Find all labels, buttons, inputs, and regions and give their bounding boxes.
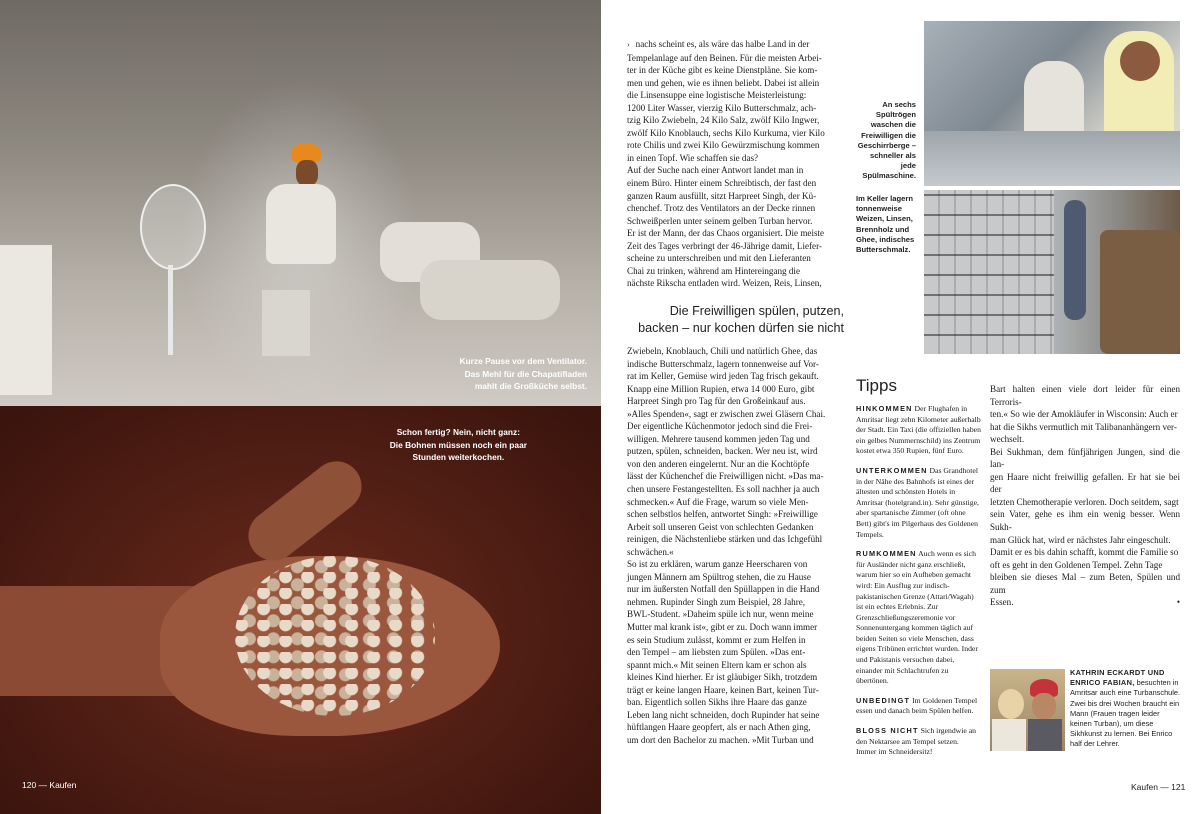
- text-line: trägt er keine langen Haare, keinen Bart, keinen Tur-: [627, 684, 819, 695]
- text-line: Zeit des Tages verbringt der 46-Jährige damit, Liefer-: [627, 240, 822, 251]
- caption-line: Spültrögen: [875, 110, 916, 120]
- tip-heading: UNBEDINGT: [856, 695, 911, 705]
- text-line: man Glück hat, wird er nächstes Jahr eingeschult.: [990, 534, 1171, 545]
- text-line: den Tempel – am liebsten zum Spülen. »Das ent-: [627, 647, 806, 658]
- text-line: tzig Kilo Zwiebeln, 24 Kilo Salz, zwölf Kilo Ingwer,: [627, 115, 820, 126]
- caption-line: An sechs: [882, 100, 916, 109]
- body-column-1-bottom: [627, 345, 844, 747]
- beans-in-hand-photo: [0, 406, 601, 814]
- text-line: scheine zu unterschreiben und mit den Lieferanten: [627, 253, 811, 264]
- caption-line: Im Keller lagern: [856, 194, 913, 203]
- caption-line: waschen die: [870, 120, 916, 130]
- tip-item: [856, 549, 981, 687]
- text-line: oft es geht in den Goldenen Tempel. Zehn Tage: [990, 559, 1163, 570]
- text-line: wechselt.: [990, 434, 1025, 445]
- tip-item: [856, 466, 981, 540]
- text-line: So ist zu erklären, warum ganze Heerscharen von: [627, 559, 808, 570]
- caption-line: Weizen, Linsen,: [856, 214, 913, 224]
- text-line: men und gehen, wie es ihnen beliebt. Dabei ist allein: [627, 77, 820, 88]
- text-line: Schweißperlen unter seinem gelben Turban hervor.: [627, 215, 813, 226]
- text-line: rat im Keller, Gemüse wird jeden Tag frisch gekauft.: [627, 371, 819, 382]
- text-line: ter in der Küche gibt es keine Dienstpläne. Sie kom-: [627, 65, 818, 76]
- text-line: nehmen. Rupinder Singh zum Beispiel, 28 Jahre,: [627, 596, 806, 607]
- tip-text: Das Grandhotel in der Nähe des Bahnhofs ist eines der ältesten und schönsten Hotels in Amritsar (hotelgrand.in). Sehr günstige, aber spartanische Zimmer (oft ohne Bett) gibt's im Pilgerhaus des Goldenen Tempels.: [856, 465, 979, 539]
- body-column-3: [990, 383, 1180, 609]
- body-column-1-top: [627, 38, 844, 290]
- authors-text: besuchten in Amritsar auch eine Turbanschule. Zwei bis drei Wochen braucht ein Mann (Frauen tragen leider keinen Turban), um diese Sikhkunst zu lernen. Bei Enrico half der Lehrer.: [1070, 678, 1181, 749]
- text-line: chen unsere Festangestellten. Es soll nachher ja auch: [627, 484, 820, 495]
- photo-bottom-caption: Schon fertig? Nein, nicht ganz: Die Bohnen müssen noch ein paar Stunden weiterkochen.: [389, 427, 527, 462]
- text-line: BWL-Student. »Daheim spüle ich nur, wenn meine: [627, 609, 814, 620]
- page-number-right: Kaufen — 121: [1131, 782, 1186, 792]
- text-line: gen Haare nicht freiwillig gefallen. Er hat sie bei der: [990, 471, 1180, 495]
- tip-text: Sich irgendwie an den Nektarsee am Tempel setzen. Immer im Schneidersitz!: [856, 726, 976, 757]
- text-line: ten.« So wie der Amokläufer in Wisconsin: Auch er: [990, 409, 1178, 420]
- text-line: Bart halten einen viele dort leider für einen Terroris-: [990, 384, 1180, 407]
- text-line: › nachs scheint es, als wäre das halbe Land in der: [627, 38, 844, 52]
- caption-line: tonnenweise: [856, 204, 902, 214]
- caption-line: Freiwilligen die: [861, 130, 916, 140]
- text-line: sein Vater, gehe es ihm ein wenig besser. Wenn Sukh-: [990, 509, 1180, 533]
- caption-line: Geschirrberge –: [857, 140, 916, 150]
- text-line: chenchef. Trotz des Ventilators an der Decke rinnen: [627, 203, 816, 214]
- caption-line: jede: [900, 161, 916, 171]
- text-line: ganzen Raum ausfüllt, sitzt Harpreet Singh, der Kü-: [627, 190, 817, 201]
- text-line: Tempelanlage auf den Beinen. Für die meisten Arbei-: [627, 52, 822, 63]
- text-line: die Linsensuppe eine logistische Meisterleistung:: [627, 90, 807, 101]
- text-line: Bei Sukhman, dem fünfjährigen Jungen, sind die lan-: [990, 446, 1180, 470]
- text-line: lässt der Küchenchef die Freiwilligen nicht. »Das ma-: [627, 471, 824, 482]
- text-line: ban. Eigentlich sollen Sikhs ihre Haare das ganze: [627, 697, 807, 708]
- text-line: Er ist der Mann, der das Chaos organisiert. Die meiste: [627, 228, 825, 239]
- tip-item: [856, 404, 981, 457]
- text-line: Arbeit soll unseren Geist von schlechten Gedanken: [627, 521, 814, 532]
- text-line: bleiben sie dieses Mal – zum Beten, Spülen und zum: [990, 572, 1180, 595]
- authors-photo: [990, 669, 1065, 751]
- text-line: spannt mich.« Mit seinen Eltern kam er schon als: [627, 659, 807, 670]
- text-line: letzten Chemotherapie verloren. Doch seitdem, sagt: [990, 496, 1179, 507]
- authors-caption: [1070, 668, 1182, 750]
- text-line: Knapp eine Million Rupien, etwa 14 000 Euro, gibt: [627, 383, 815, 394]
- text-line: nächste Rikscha entladen wird. Weizen, Reis, Linsen,: [627, 278, 822, 289]
- text-line: hüftlangen Haare geopfert, als er nach Athen ging,: [627, 722, 811, 733]
- caption-line: Brennholz und: [856, 224, 910, 234]
- text-line: 1200 Liter Wasser, vierzig Kilo Butterschmalz, ach-: [627, 102, 817, 113]
- tipps-heading: Tipps: [856, 376, 897, 395]
- tip-heading: HINKOMMEN: [856, 404, 913, 413]
- authors-names: KATHRIN ECKARDT UND ENRICO FABIAN,: [1070, 668, 1165, 688]
- tip-heading: BLOSS NICHT: [856, 726, 919, 736]
- text-line: von den anderen eingelernt. Nur an die Kochtöpfe: [627, 458, 810, 469]
- photo-top-caption: Kurze Pause vor dem Ventilator. Das Mehl für die Chapatifladen mahlt die Großküche selbst.: [459, 356, 587, 391]
- cellar-photo-caption: [856, 194, 920, 255]
- end-mark-icon: •: [1176, 597, 1180, 608]
- caption-line: schneller als: [869, 151, 916, 161]
- tip-item: [856, 696, 981, 717]
- page-number-left: 120 — Kaufen: [22, 780, 77, 790]
- text-line: »Alles Spenden«, sagt er zwischen zwei Gläsern Chai.: [627, 408, 826, 419]
- caption-line: Spülmaschine.: [862, 171, 916, 181]
- tip-text: Auch wenn es sich für Ausländer nicht ganz erschließt, warum hier so ein Aufheben gemacht wird: Ein Ausflug zur indisch-pakistanischen Grenze (Attari/Wagah) ist ein echtes Erlebnis. Zur Grenzschließungszeremonie vor Sonnenuntergang kommen täglich auf beiden Seiten so viele Menschen, dass eigens Tribünen errichtet wurden. Inder und Pakistanis versuchen dabei, einander mit Schlachtrufen zu übertönen.: [856, 549, 978, 686]
- dishwashing-volunteers-photo: [924, 21, 1180, 186]
- tip-text: Im Goldenen Tempel essen und danach beim Spülen helfen.: [856, 695, 978, 716]
- text-line: schen selbstlos helfen, antwortet Singh: »Freiwillige: [627, 509, 818, 520]
- tip-heading: UNTERKOMMEN: [856, 465, 928, 475]
- tip-item: [856, 726, 981, 758]
- text-line: nur im äußersten Notfall den Spüllappen in die Hand: [627, 584, 820, 595]
- pull-quote: Die Freiwilligen spülen, putzen, backen – nur kochen dürfen sie nicht: [638, 304, 844, 335]
- tips-box: [856, 404, 981, 767]
- text-line: indische Butterschmalz, lagern tonnenweise auf Vor-: [627, 358, 819, 369]
- text-line: putzen, spülen, schneiden, backen. Wer neu ist, wird: [627, 446, 818, 457]
- caption-line: Ghee, indisches: [856, 234, 915, 244]
- text-line: zwölf Kilo Knoblauch, sechs Kilo Kurkuma, vier Kilo: [627, 127, 825, 138]
- text-line: es sein Studium zulässt, kommt er zum Helfen in: [627, 634, 806, 645]
- text-line: um dort den Bachelor zu machen. »Mit Turban und: [627, 734, 814, 745]
- dishwashing-photo-caption: [852, 100, 916, 182]
- text-line: Essen. •: [990, 597, 1180, 608]
- text-line: schmecken.« Auf die Frage, warum so viele Men-: [627, 496, 809, 507]
- tip-text: Der Flughafen in Amritsar liegt zehn Kilometer außerhalb der Stadt. Ein Taxi (die offiziellen haben ein gelbes Nummernschild) ins Zentrum kostet etwa 350 Rupien, fünf Euro.: [856, 404, 981, 456]
- kitchen-worker-photo: [0, 0, 601, 406]
- text-line: Harpreet Singh pro Tag für den Großeinkauf aus.: [627, 396, 806, 407]
- cellar-storage-photo: [924, 190, 1180, 354]
- text-line: Zwiebeln, Knoblauch, Chili und natürlich Ghee, das: [627, 346, 818, 356]
- text-line: Chai zu trinken, während am Hintereingang die: [627, 265, 800, 276]
- text-line: Auf der Suche nach einer Antwort landet man in: [627, 165, 804, 176]
- tip-heading: RUMKOMMEN: [856, 549, 917, 559]
- text-line: schwächen.«: [627, 546, 674, 557]
- text-line: reinigen, die Nächstenliebe stärken und das Ichgefühl: [627, 534, 823, 545]
- text-line: in einen Topf. Wie schaffen sie das?: [627, 152, 759, 163]
- text-line: jungen Männern am Spültrog stehen, die zu Hause: [627, 571, 811, 582]
- text-line: Damit er es bis dahin schafft, kommt die Familie so: [990, 547, 1179, 558]
- text-line: einem Büro. Hinter einem Schreibtisch, der fast den: [627, 178, 817, 189]
- caption-line: Butterschmalz.: [856, 245, 911, 255]
- text-line: rote Chilis und zwei Kilo Gewürzmischung kommen: [627, 140, 820, 151]
- continuation-mark-icon: ›: [627, 40, 630, 49]
- text-line: Der eigentliche Küchenmotor jedoch sind die Frei-: [627, 421, 813, 432]
- text-line: Leben lang nicht schneiden, doch Rupinder hat seine: [627, 709, 820, 720]
- text-line: willigen. Mehrere tausend kommen jeden Tag und: [627, 433, 810, 444]
- text-line: hat die Sikhs vermutlich mit Talibananhängern ver-: [990, 421, 1177, 432]
- text-line: kleines Kind hierher. Er ist gläubiger Sikh, trotzdem: [627, 672, 818, 683]
- text-line: Mutter mal krank ist«, gibt er zu. Doch wann immer: [627, 622, 818, 633]
